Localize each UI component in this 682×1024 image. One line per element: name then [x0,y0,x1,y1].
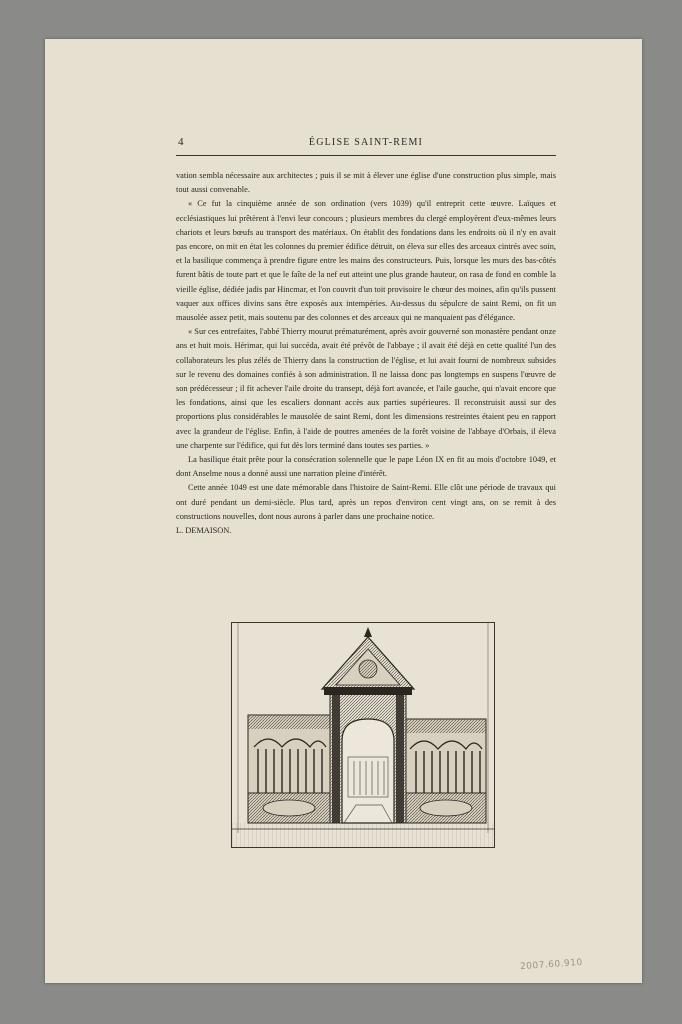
paragraph: vation sembla nécessaire aux architectes ; puis il se mit à élever une église d'une construction plus simple, mais tout aussi convenable. [176,171,556,195]
running-header [176,136,556,154]
author-signature: L. DEMAISON. [176,526,232,536]
paragraph: Cette année 1049 est une date mémorable dans l'histoire de Saint-Remi. Elle clôt une période de travaux qui ont duré pendant un demi-siècle. Plus tard, après un repos d'environ cent vingt ans, on se remit à des constructions nouvelles, dont nous aurons à parler dans une prochaine notice. [176,483,556,521]
header-rule [176,155,556,156]
choir-screen-engraving [232,623,494,847]
paragraph: « Sur ces entrefaites, l'abbé Thierry mourut prématurément, après avoir gouverné son monastère pendant onze ans et huit mois. Hérimar, qui lui succéda, avait été prévôt de l'abbaye ; il avait été déjà en cette qualité l'un des collaborateurs les plus zélés de Thierry dans la construction de l'église, et lui avait fourni de nombreux subsides sur le revenu des domaines confiés à son administration. Il ne laissa donc pas longtemps en suspens l'œuvre de son prédécesseur ; il fit achever l'aile droite du transept, déjà fort avancée, et l'aile gauche, qui n'avait encore que les fondations, ainsi que les escaliers donnant accès aux parties supérieures. Il reconstruisit aussi sur des proportions plus considérables le mausolée de saint Remi, dont les dimensions restreintes étaient peu en rapport avec la grandeur de l'église. Enfin, à l'aide de poutres amenées de la forêt voisine de l'abbaye d'Orbais, il éleva une charpente sur l'édifice, qui fut dès lors terminé dans toutes ses parties. » [176,327,556,450]
paragraph: « Ce fut la cinquième année de son ordination (vers 1039) qu'il entreprit cette œuvre. Laïques et ecclésiastiques lui prêtèrent à l'envi leur concours ; plusieurs membres du clergé employèrent d'eux-mêmes leurs chariots et leurs bœufs au transport des matériaux. On établit des fondations dans les endroits où il n'y en avait pas encore, on mit en état les colonnes du premier édifice détruit, on éleva sur elles des arceaux cintrés avec soin, et la basilique commença à prendre figure entre les mains des constructeurs. Puis, lorsque les murs des bas-côtés furent bâtis de toute part et que le faîte de la nef eut atteint une plus grande hauteur, on rasa de fond en comble la vieille église, dédiée jadis par Hincmar, et l'on couvrit d'un toit provisoire le chœur des moines, afin qu'ils pussent vaquer aux offices divins sans être exposés aux intempéries. Au-dessus du sépulcre de saint Remi, on fit un mausolée assez petit, mais soutenu par des colonnes et des arceaux qui ne manquaient pas d'élégance. [176,199,556,323]
article-body [176,169,556,538]
engraving-illustration [231,622,495,848]
page-number: 4 [178,136,184,148]
paragraph: La basilique était prête pour la consécration solennelle que le pape Léon IX en fit au mois d'octobre 1049, et dont Anselme nous a donné aussi une narration pleine d'intérêt. [176,455,556,479]
running-title: ÉGLISE SAINT-REMI [308,137,424,148]
accession-number-annotation: 2007.60.910 [519,957,584,973]
